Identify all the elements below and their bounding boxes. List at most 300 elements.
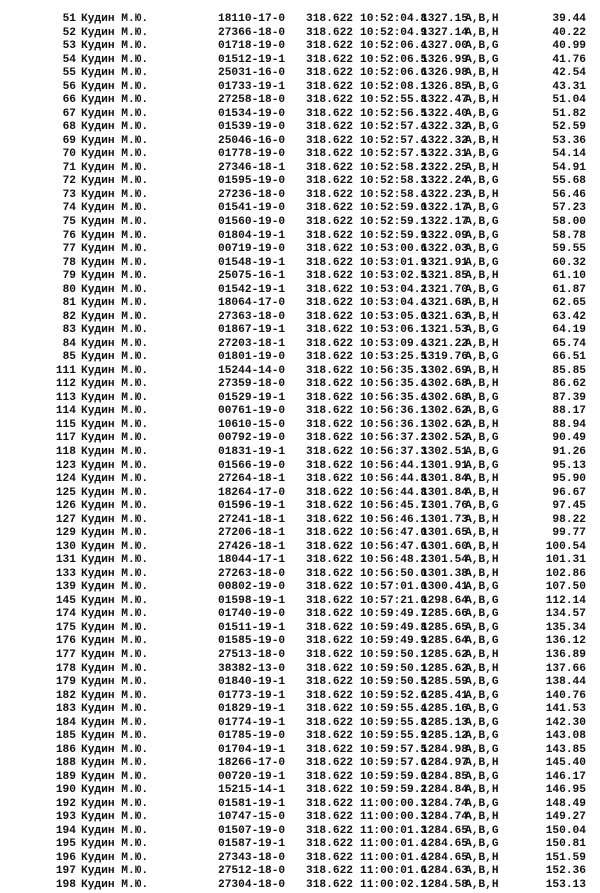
table-row bbox=[0, 527, 600, 541]
coefficient-value: 153.13 bbox=[545, 879, 586, 891]
arrival-time: 10:57:21.0 bbox=[360, 594, 428, 607]
coefficient-value: 56.46 bbox=[552, 188, 586, 201]
coefficient-value: 112.14 bbox=[545, 594, 586, 607]
coefficient-value: 51.82 bbox=[552, 107, 586, 120]
category-codes: A,B,G bbox=[465, 730, 499, 743]
distance-value: 318.622 bbox=[306, 594, 353, 607]
coefficient-value: 98.22 bbox=[552, 513, 586, 526]
category-codes: A,B,G bbox=[465, 324, 499, 337]
arrival-time: 10:53:05.0 bbox=[360, 310, 428, 323]
arrival-time: 10:52:58.2 bbox=[360, 161, 428, 174]
category-codes: A,B,G bbox=[465, 743, 499, 756]
speed-value: 1327.00 bbox=[421, 40, 468, 53]
owner-name: Кудин М.Ю. bbox=[81, 256, 149, 269]
arrival-time: 10:56:36.1 bbox=[360, 418, 428, 431]
arrival-time: 10:52:55.8 bbox=[360, 94, 428, 107]
row-number: 81 bbox=[62, 297, 76, 310]
table-row bbox=[0, 162, 600, 176]
table-row bbox=[0, 730, 600, 744]
speed-value: 1322.32 bbox=[421, 121, 468, 134]
speed-value: 1285.62 bbox=[421, 648, 468, 661]
owner-name: Кудин М.Ю. bbox=[81, 811, 149, 824]
speed-value: 1284.84 bbox=[421, 784, 468, 797]
arrival-time: 11:00:02.1 bbox=[360, 879, 428, 891]
coefficient-value: 136.12 bbox=[545, 635, 586, 648]
row-number: 195 bbox=[55, 838, 76, 851]
row-number: 66 bbox=[62, 94, 76, 107]
speed-value: 1322.24 bbox=[421, 175, 468, 188]
coefficient-value: 41.76 bbox=[552, 53, 586, 66]
coefficient-value: 91.26 bbox=[552, 446, 586, 458]
ring-id: 27346-18-1 bbox=[218, 161, 286, 174]
row-number: 53 bbox=[62, 40, 76, 53]
distance-value: 318.622 bbox=[306, 80, 353, 93]
row-number: 131 bbox=[55, 554, 76, 567]
table-row bbox=[0, 838, 600, 852]
owner-name: Кудин М.Ю. bbox=[81, 188, 149, 201]
ring-id: 01587-19-1 bbox=[218, 838, 286, 851]
owner-name: Кудин М.Ю. bbox=[81, 851, 149, 864]
category-codes: A,B,H bbox=[465, 851, 499, 864]
coefficient-value: 150.81 bbox=[545, 838, 586, 851]
arrival-time: 10:59:50.1 bbox=[360, 648, 428, 661]
ring-id: 18110-17-0 bbox=[218, 13, 286, 25]
table-row bbox=[0, 757, 600, 771]
category-codes: A,B,G bbox=[465, 107, 499, 120]
owner-name: Кудин М.Ю. bbox=[81, 148, 149, 161]
coefficient-value: 86.62 bbox=[552, 378, 586, 391]
category-codes: A,B,G bbox=[465, 121, 499, 134]
speed-value: 1322.17 bbox=[421, 215, 468, 228]
distance-value: 318.622 bbox=[306, 67, 353, 80]
distance-value: 318.622 bbox=[306, 567, 353, 580]
distance-value: 318.622 bbox=[306, 161, 353, 174]
row-number: 183 bbox=[55, 703, 76, 716]
ring-id: 25075-16-1 bbox=[218, 270, 286, 283]
owner-name: Кудин М.Ю. bbox=[81, 161, 149, 174]
row-number: 186 bbox=[55, 743, 76, 756]
table-row bbox=[0, 94, 600, 108]
distance-value: 318.622 bbox=[306, 486, 353, 499]
category-codes: A,B,G bbox=[465, 716, 499, 729]
table-row bbox=[0, 189, 600, 203]
arrival-time: 10:56:44.8 bbox=[360, 473, 428, 486]
table-row bbox=[0, 284, 600, 298]
owner-name: Кудин М.Ю. bbox=[81, 324, 149, 337]
category-codes: A,B,G bbox=[465, 53, 499, 66]
speed-value: 1285.65 bbox=[421, 621, 468, 634]
coefficient-value: 138.44 bbox=[545, 676, 586, 689]
speed-value: 1298.64 bbox=[421, 594, 468, 607]
distance-value: 318.622 bbox=[306, 459, 353, 472]
table-row bbox=[0, 865, 600, 879]
owner-name: Кудин М.Ю. bbox=[81, 405, 149, 418]
owner-name: Кудин М.Ю. bbox=[81, 134, 149, 147]
arrival-time: 10:56:35.4 bbox=[360, 378, 428, 391]
speed-value: 1322.23 bbox=[421, 188, 468, 201]
arrival-time: 10:52:57.4 bbox=[360, 134, 428, 147]
category-codes: A,B,G bbox=[465, 838, 499, 851]
speed-value: 1301.73 bbox=[421, 513, 468, 526]
category-codes: A,B,H bbox=[465, 188, 499, 201]
coefficient-value: 150.04 bbox=[545, 824, 586, 837]
distance-value: 318.622 bbox=[306, 608, 353, 621]
coefficient-value: 95.13 bbox=[552, 459, 586, 472]
category-codes: A,B,H bbox=[465, 865, 499, 878]
distance-value: 318.622 bbox=[306, 188, 353, 201]
arrival-time: 10:56:48.2 bbox=[360, 554, 428, 567]
row-number: 70 bbox=[62, 148, 76, 161]
owner-name: Кудин М.Ю. bbox=[81, 513, 149, 526]
distance-value: 318.622 bbox=[306, 432, 353, 445]
arrival-time: 10:52:57.4 bbox=[360, 121, 428, 134]
ring-id: 01773-19-1 bbox=[218, 689, 286, 702]
row-number: 196 bbox=[55, 851, 76, 864]
category-codes: A,B,G bbox=[465, 689, 499, 702]
ring-id: 01718-19-0 bbox=[218, 40, 286, 53]
category-codes: A,B,G bbox=[465, 459, 499, 472]
distance-value: 318.622 bbox=[306, 40, 353, 53]
owner-name: Кудин М.Ю. bbox=[81, 540, 149, 553]
table-row bbox=[0, 446, 600, 460]
table-row bbox=[0, 514, 600, 528]
row-number: 54 bbox=[62, 53, 76, 66]
coefficient-value: 65.74 bbox=[552, 337, 586, 350]
speed-value: 1284.74 bbox=[421, 811, 468, 824]
category-codes: A,B,H bbox=[465, 662, 499, 675]
category-codes: A,B,G bbox=[465, 581, 499, 594]
ring-id: 01804-19-1 bbox=[218, 229, 286, 242]
arrival-time: 10:59:55.4 bbox=[360, 703, 428, 716]
owner-name: Кудин М.Ю. bbox=[81, 270, 149, 283]
category-codes: A,B,G bbox=[465, 215, 499, 228]
row-number: 51 bbox=[62, 13, 76, 25]
ring-id: 01542-19-1 bbox=[218, 283, 286, 296]
coefficient-value: 42.54 bbox=[552, 67, 586, 80]
owner-name: Кудин М.Ю. bbox=[81, 215, 149, 228]
distance-value: 318.622 bbox=[306, 337, 353, 350]
owner-name: Кудин М.Ю. bbox=[81, 824, 149, 837]
speed-value: 1284.63 bbox=[421, 865, 468, 878]
row-number: 185 bbox=[55, 730, 76, 743]
table-row bbox=[0, 148, 600, 162]
coefficient-value: 64.19 bbox=[552, 324, 586, 337]
ring-id: 00719-19-0 bbox=[218, 243, 286, 256]
category-codes: A,B,H bbox=[465, 418, 499, 431]
table-row bbox=[0, 663, 600, 677]
owner-name: Кудин М.Ю. bbox=[81, 94, 149, 107]
ring-id: 27241-18-1 bbox=[218, 513, 286, 526]
category-codes: A,B,H bbox=[465, 784, 499, 797]
arrival-time: 11:00:01.4 bbox=[360, 851, 428, 864]
category-codes: A,B,G bbox=[465, 824, 499, 837]
distance-value: 318.622 bbox=[306, 202, 353, 215]
row-number: 112 bbox=[55, 378, 76, 391]
arrival-time: 10:56:47.0 bbox=[360, 527, 428, 540]
category-codes: A,B,H bbox=[465, 648, 499, 661]
speed-value: 1322.47 bbox=[421, 94, 468, 107]
coefficient-value: 135.34 bbox=[545, 621, 586, 634]
arrival-time: 10:59:52.6 bbox=[360, 689, 428, 702]
owner-name: Кудин М.Ю. bbox=[81, 13, 149, 25]
table-row bbox=[0, 879, 600, 893]
distance-value: 318.622 bbox=[306, 473, 353, 486]
row-number: 192 bbox=[55, 797, 76, 810]
speed-value: 1321.63 bbox=[421, 310, 468, 323]
owner-name: Кудин М.Ю. bbox=[81, 554, 149, 567]
coefficient-value: 54.14 bbox=[552, 148, 586, 161]
owner-name: Кудин М.Ю. bbox=[81, 40, 149, 53]
row-number: 74 bbox=[62, 202, 76, 215]
category-codes: A,B,G bbox=[465, 391, 499, 404]
table-row bbox=[0, 771, 600, 785]
row-number: 124 bbox=[55, 473, 76, 486]
results-table bbox=[0, 13, 600, 893]
table-row bbox=[0, 595, 600, 609]
coefficient-value: 100.54 bbox=[545, 540, 586, 553]
table-row bbox=[0, 405, 600, 419]
ring-id: 27203-18-1 bbox=[218, 337, 286, 350]
category-codes: A,B,G bbox=[465, 405, 499, 418]
table-row bbox=[0, 392, 600, 406]
distance-value: 318.622 bbox=[306, 879, 353, 891]
distance-value: 318.622 bbox=[306, 175, 353, 188]
row-number: 73 bbox=[62, 188, 76, 201]
speed-value: 1326.85 bbox=[421, 80, 468, 93]
category-codes: A,B,H bbox=[465, 527, 499, 540]
coefficient-value: 152.36 bbox=[545, 865, 586, 878]
distance-value: 318.622 bbox=[306, 527, 353, 540]
category-codes: A,B,G bbox=[465, 80, 499, 93]
arrival-time: 10:56:35.4 bbox=[360, 391, 428, 404]
arrival-time: 10:56:45.7 bbox=[360, 500, 428, 513]
ring-id: 01840-19-1 bbox=[218, 676, 286, 689]
table-row bbox=[0, 784, 600, 798]
distance-value: 318.622 bbox=[306, 364, 353, 377]
speed-value: 1301.38 bbox=[421, 567, 468, 580]
owner-name: Кудин М.Ю. bbox=[81, 716, 149, 729]
table-row bbox=[0, 649, 600, 663]
owner-name: Кудин М.Ю. bbox=[81, 743, 149, 756]
speed-value: 1322.09 bbox=[421, 229, 468, 242]
ring-id: 00761-19-0 bbox=[218, 405, 286, 418]
coefficient-value: 66.51 bbox=[552, 351, 586, 364]
speed-value: 1327.14 bbox=[421, 26, 468, 39]
distance-value: 318.622 bbox=[306, 554, 353, 567]
row-number: 174 bbox=[55, 608, 76, 621]
category-codes: A,B,G bbox=[465, 283, 499, 296]
ring-id: 18044-17-1 bbox=[218, 554, 286, 567]
distance-value: 318.622 bbox=[306, 297, 353, 310]
distance-value: 318.622 bbox=[306, 838, 353, 851]
coefficient-value: 102.86 bbox=[545, 567, 586, 580]
table-row bbox=[0, 622, 600, 636]
ring-id: 00792-19-0 bbox=[218, 432, 286, 445]
speed-value: 1321.91 bbox=[421, 256, 468, 269]
table-row bbox=[0, 324, 600, 338]
row-number: 145 bbox=[55, 594, 76, 607]
arrival-time: 10:56:35.3 bbox=[360, 364, 428, 377]
arrival-time: 10:52:06.4 bbox=[360, 40, 428, 53]
owner-name: Кудин М.Ю. bbox=[81, 770, 149, 783]
arrival-time: 11:00:01.6 bbox=[360, 865, 428, 878]
distance-value: 318.622 bbox=[306, 865, 353, 878]
speed-value: 1302.62 bbox=[421, 405, 468, 418]
owner-name: Кудин М.Ю. bbox=[81, 838, 149, 851]
ring-id: 15244-14-0 bbox=[218, 364, 286, 377]
ring-id: 01541-19-0 bbox=[218, 202, 286, 215]
arrival-time: 11:00:00.3 bbox=[360, 797, 428, 810]
ring-id: 01598-19-1 bbox=[218, 594, 286, 607]
arrival-time: 10:59:57.6 bbox=[360, 757, 428, 770]
table-row bbox=[0, 744, 600, 758]
coefficient-value: 61.10 bbox=[552, 270, 586, 283]
ring-id: 27512-18-0 bbox=[218, 865, 286, 878]
speed-value: 1285.13 bbox=[421, 716, 468, 729]
category-codes: A,B,H bbox=[465, 486, 499, 499]
owner-name: Кудин М.Ю. bbox=[81, 621, 149, 634]
category-codes: A,B,H bbox=[465, 297, 499, 310]
arrival-time: 10:52:58.4 bbox=[360, 188, 428, 201]
owner-name: Кудин М.Ю. bbox=[81, 26, 149, 39]
row-number: 118 bbox=[55, 446, 76, 458]
row-number: 77 bbox=[62, 243, 76, 256]
category-codes: A,B,H bbox=[465, 161, 499, 174]
speed-value: 1302.68 bbox=[421, 378, 468, 391]
distance-value: 318.622 bbox=[306, 513, 353, 526]
ring-id: 01785-19-0 bbox=[218, 730, 286, 743]
coefficient-value: 53.36 bbox=[552, 134, 586, 147]
ring-id: 01740-19-0 bbox=[218, 608, 286, 621]
row-number: 56 bbox=[62, 80, 76, 93]
ring-id: 27304-18-0 bbox=[218, 879, 286, 891]
owner-name: Кудин М.Ю. bbox=[81, 676, 149, 689]
row-number: 55 bbox=[62, 67, 76, 80]
category-codes: A,B,G bbox=[465, 446, 499, 458]
table-row bbox=[0, 581, 600, 595]
speed-value: 1284.74 bbox=[421, 797, 468, 810]
row-number: 72 bbox=[62, 175, 76, 188]
row-number: 198 bbox=[55, 879, 76, 891]
owner-name: Кудин М.Ю. bbox=[81, 202, 149, 215]
speed-value: 1322.03 bbox=[421, 243, 468, 256]
coefficient-value: 96.67 bbox=[552, 486, 586, 499]
ring-id: 01596-19-1 bbox=[218, 500, 286, 513]
speed-value: 1319.76 bbox=[421, 351, 468, 364]
owner-name: Кудин М.Ю. bbox=[81, 80, 149, 93]
distance-value: 318.622 bbox=[306, 94, 353, 107]
category-codes: A,B,G bbox=[465, 40, 499, 53]
row-number: 113 bbox=[55, 391, 76, 404]
category-codes: A,B,G bbox=[465, 703, 499, 716]
table-row bbox=[0, 608, 600, 622]
ring-id: 18264-17-0 bbox=[218, 486, 286, 499]
speed-value: 1321.70 bbox=[421, 283, 468, 296]
ring-id: 01595-19-0 bbox=[218, 175, 286, 188]
distance-value: 318.622 bbox=[306, 243, 353, 256]
coefficient-value: 58.78 bbox=[552, 229, 586, 242]
ring-id: 15215-14-1 bbox=[218, 784, 286, 797]
table-row bbox=[0, 554, 600, 568]
ring-id: 01529-19-1 bbox=[218, 391, 286, 404]
table-row bbox=[0, 81, 600, 95]
arrival-time: 10:56:47.6 bbox=[360, 540, 428, 553]
coefficient-value: 145.40 bbox=[545, 757, 586, 770]
row-number: 189 bbox=[55, 770, 76, 783]
distance-value: 318.622 bbox=[306, 757, 353, 770]
distance-value: 318.622 bbox=[306, 26, 353, 39]
row-number: 71 bbox=[62, 161, 76, 174]
table-row bbox=[0, 825, 600, 839]
arrival-time: 10:52:57.5 bbox=[360, 148, 428, 161]
arrival-time: 10:56:36.1 bbox=[360, 405, 428, 418]
arrival-time: 10:52:08.1 bbox=[360, 80, 428, 93]
ring-id: 01774-19-1 bbox=[218, 716, 286, 729]
arrival-time: 10:52:04.8 bbox=[360, 13, 428, 25]
distance-value: 318.622 bbox=[306, 648, 353, 661]
ring-id: 01585-19-0 bbox=[218, 635, 286, 648]
category-codes: A,B,H bbox=[465, 567, 499, 580]
ring-id: 01511-19-1 bbox=[218, 621, 286, 634]
arrival-time: 10:59:49.9 bbox=[360, 635, 428, 648]
speed-value: 1322.32 bbox=[421, 134, 468, 147]
row-number: 179 bbox=[55, 676, 76, 689]
coefficient-value: 62.65 bbox=[552, 297, 586, 310]
category-codes: A,B,H bbox=[465, 337, 499, 350]
category-codes: A,B,H bbox=[465, 879, 499, 891]
category-codes: A,B,H bbox=[465, 26, 499, 39]
owner-name: Кудин М.Ю. bbox=[81, 310, 149, 323]
row-number: 126 bbox=[55, 500, 76, 513]
distance-value: 318.622 bbox=[306, 797, 353, 810]
coefficient-value: 136.89 bbox=[545, 648, 586, 661]
owner-name: Кудин М.Ю. bbox=[81, 364, 149, 377]
coefficient-value: 55.68 bbox=[552, 175, 586, 188]
speed-value: 1285.62 bbox=[421, 662, 468, 675]
ring-id: 18266-17-0 bbox=[218, 757, 286, 770]
row-number: 123 bbox=[55, 459, 76, 472]
owner-name: Кудин М.Ю. bbox=[81, 486, 149, 499]
ring-id: 27264-18-1 bbox=[218, 473, 286, 486]
distance-value: 318.622 bbox=[306, 256, 353, 269]
owner-name: Кудин М.Ю. bbox=[81, 608, 149, 621]
coefficient-value: 141.53 bbox=[545, 703, 586, 716]
coefficient-value: 54.91 bbox=[552, 161, 586, 174]
category-codes: A,B,H bbox=[465, 364, 499, 377]
arrival-time: 10:56:50.0 bbox=[360, 567, 428, 580]
speed-value: 1301.76 bbox=[421, 500, 468, 513]
distance-value: 318.622 bbox=[306, 215, 353, 228]
ring-id: 01560-19-0 bbox=[218, 215, 286, 228]
category-codes: A,B,H bbox=[465, 134, 499, 147]
arrival-time: 10:59:59.2 bbox=[360, 784, 428, 797]
speed-value: 1301.84 bbox=[421, 486, 468, 499]
speed-value: 1285.41 bbox=[421, 689, 468, 702]
ring-id: 27366-18-0 bbox=[218, 26, 286, 39]
category-codes: A,B,G bbox=[465, 594, 499, 607]
table-row bbox=[0, 175, 600, 189]
arrival-time: 10:52:59.1 bbox=[360, 215, 428, 228]
row-number: 75 bbox=[62, 215, 76, 228]
row-number: 111 bbox=[55, 364, 76, 377]
coefficient-value: 88.17 bbox=[552, 405, 586, 418]
ring-id: 27206-18-1 bbox=[218, 527, 286, 540]
category-codes: A,B,G bbox=[465, 202, 499, 215]
table-row bbox=[0, 703, 600, 717]
category-codes: A,B,H bbox=[465, 378, 499, 391]
coefficient-value: 43.31 bbox=[552, 80, 586, 93]
coefficient-value: 40.99 bbox=[552, 40, 586, 53]
